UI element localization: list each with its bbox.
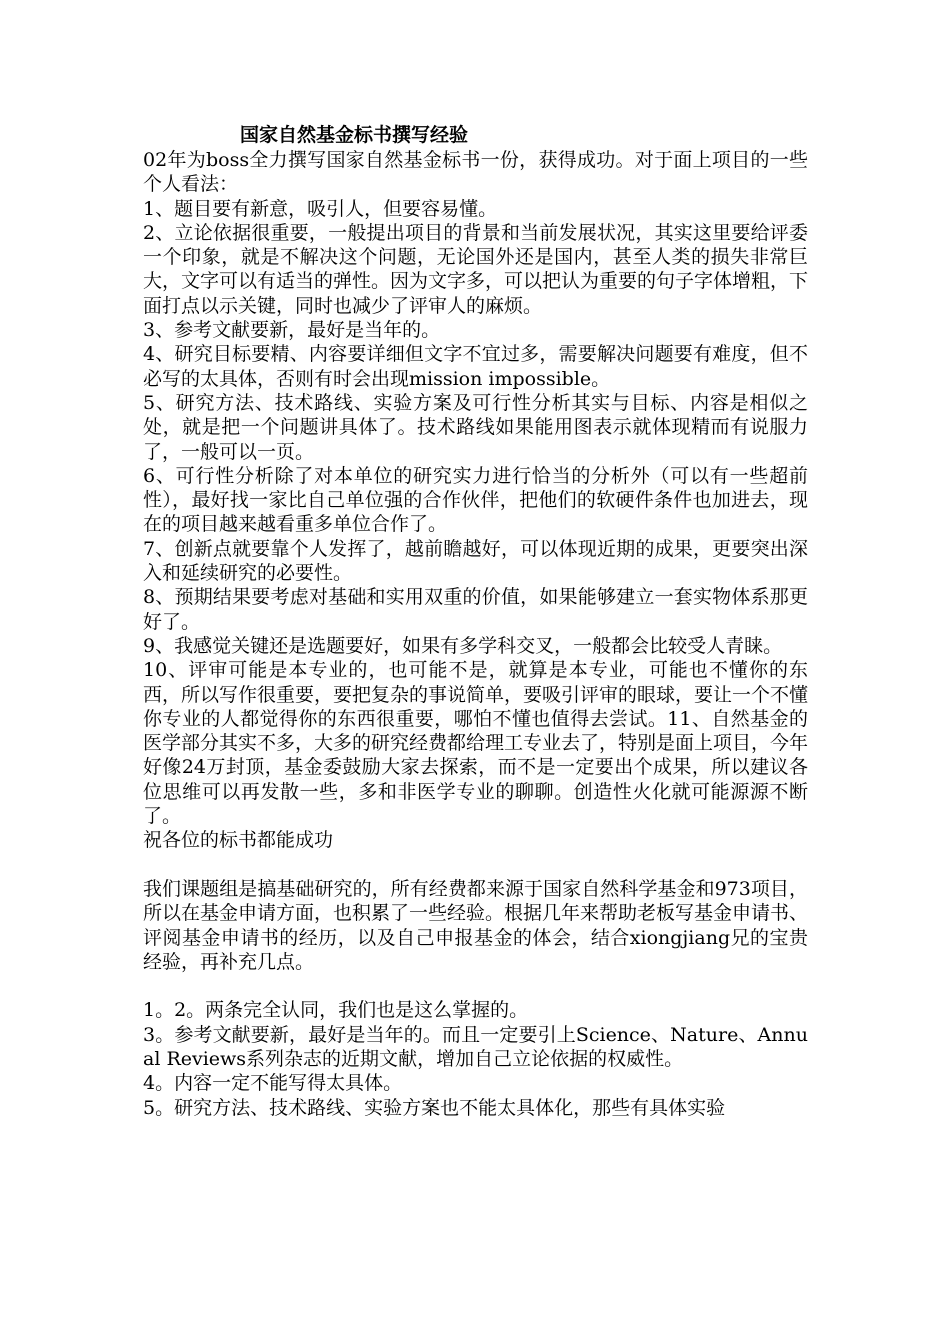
paragraph-item-8: 8、预期结果要考虑对基础和实用双重的价值，如果能够建立一套实物体系那更好了。 <box>143 586 808 633</box>
blank-line <box>143 974 808 998</box>
paragraph-item-3: 3、参考文献要新，最好是当年的。 <box>143 319 441 342</box>
paragraph-item-10-11: 10、评审可能是本专业的，也可能不是，就算是本专业，可能也不懂你的东西，所以写作很重要，要把复杂的事说简单，要吸引评审的眼球，要让一个不懂你专业的人都觉得你的东西很重要，哪怕不懂也值得去尝试。11、自然基金的医学部分其实不多，大多的研究经费都给理工专业去了，特别是面上项目，今年好像24万封顶，基金委鼓励大家去探索，而不是一定要出个成果，所以建议各位思维可以再发散一些，多和非医学专业的聊聊。创造性火化就可能源源不断了。 <box>143 659 809 828</box>
document-title: 国家自然基金标书撰写经验 <box>240 124 469 146</box>
paragraph-group-intro: 我们课题组是搞基础研究的，所有经费都来源于国家自然科学基金和973项目，所以在基金申请方面，也积累了一些经验。根据几年来帮助老板写基金申请书、评阅基金申请书的经历，以及自己申报基金的体会，结合xiongjiang兄的宝贵经验，再补充几点。 <box>143 877 809 973</box>
paragraph-item-6: 6、可行性分析除了对本单位的研究实力进行恰当的分析外（可以有一些超前性），最好找一家比自己单位强的合作伙伴，把他们的软硬件条件也加进去，现在的项目越来越看重多单位合作了。 <box>143 464 808 536</box>
paragraph-closing: 祝各位的标书都能成功 <box>143 829 334 852</box>
document-body <box>143 122 808 1120</box>
paragraph-reply-4: 4。内容一定不能写得太具体。 <box>143 1072 403 1095</box>
blank-line <box>143 853 808 877</box>
paragraph-reply-3: 3。参考文献要新，最好是当年的。而且一定要引上Science、Nature、Annual Reviews系列杂志的近期文献，增加自己立论依据的权威性。 <box>143 1023 808 1070</box>
paragraph-item-5: 5、研究方法、技术路线、实验方案及可行性分析其实与目标、内容是相似之处，就是把一个问题讲具体了。技术路线如果能用图表示就体现精而有说服力了，一般可以一页。 <box>143 391 808 463</box>
paragraph-item-1: 1、题目要有新意，吸引人，但要容易懂。 <box>143 197 498 220</box>
paragraph-item-4: 4、研究目标要精、内容要详细但文字不宜过多，需要解决问题要有难度，但不必写的太具体，否则有时会出现mission impossible。 <box>143 343 808 390</box>
paragraph-item-9: 9、我感觉关键还是选题要好，如果有多学科交叉，一般都会比较受人青睐。 <box>143 634 783 657</box>
paragraph-reply-1-2: 1。2。两条完全认同，我们也是这么掌握的。 <box>143 999 529 1022</box>
paragraph-reply-5: 5。研究方法、技术路线、实验方案也不能太具体化，那些有具体实验 <box>143 1096 726 1119</box>
paragraph-item-7: 7、创新点就要靠个人发挥了，越前瞻越好，可以体现近期的成果，更要突出深入和延续研究的必要性。 <box>143 537 808 585</box>
paragraph-intro: 02年为boss全力撰写国家自然基金标书一份，获得成功。对于面上项目的一些个人看法： <box>143 149 808 196</box>
paragraph-item-2: 2、立论依据很重要，一般提出项目的背景和当前发展状况，其实这里要给评委一个印象，就是不解决这个问题，无论国外还是国内，甚至人类的损失非常巨大，文字可以有适当的弹性。因为文字多，可以把认为重要的句子字体增粗，下面打点以示关键，同时也减少了评审人的麻烦。 <box>143 221 809 317</box>
